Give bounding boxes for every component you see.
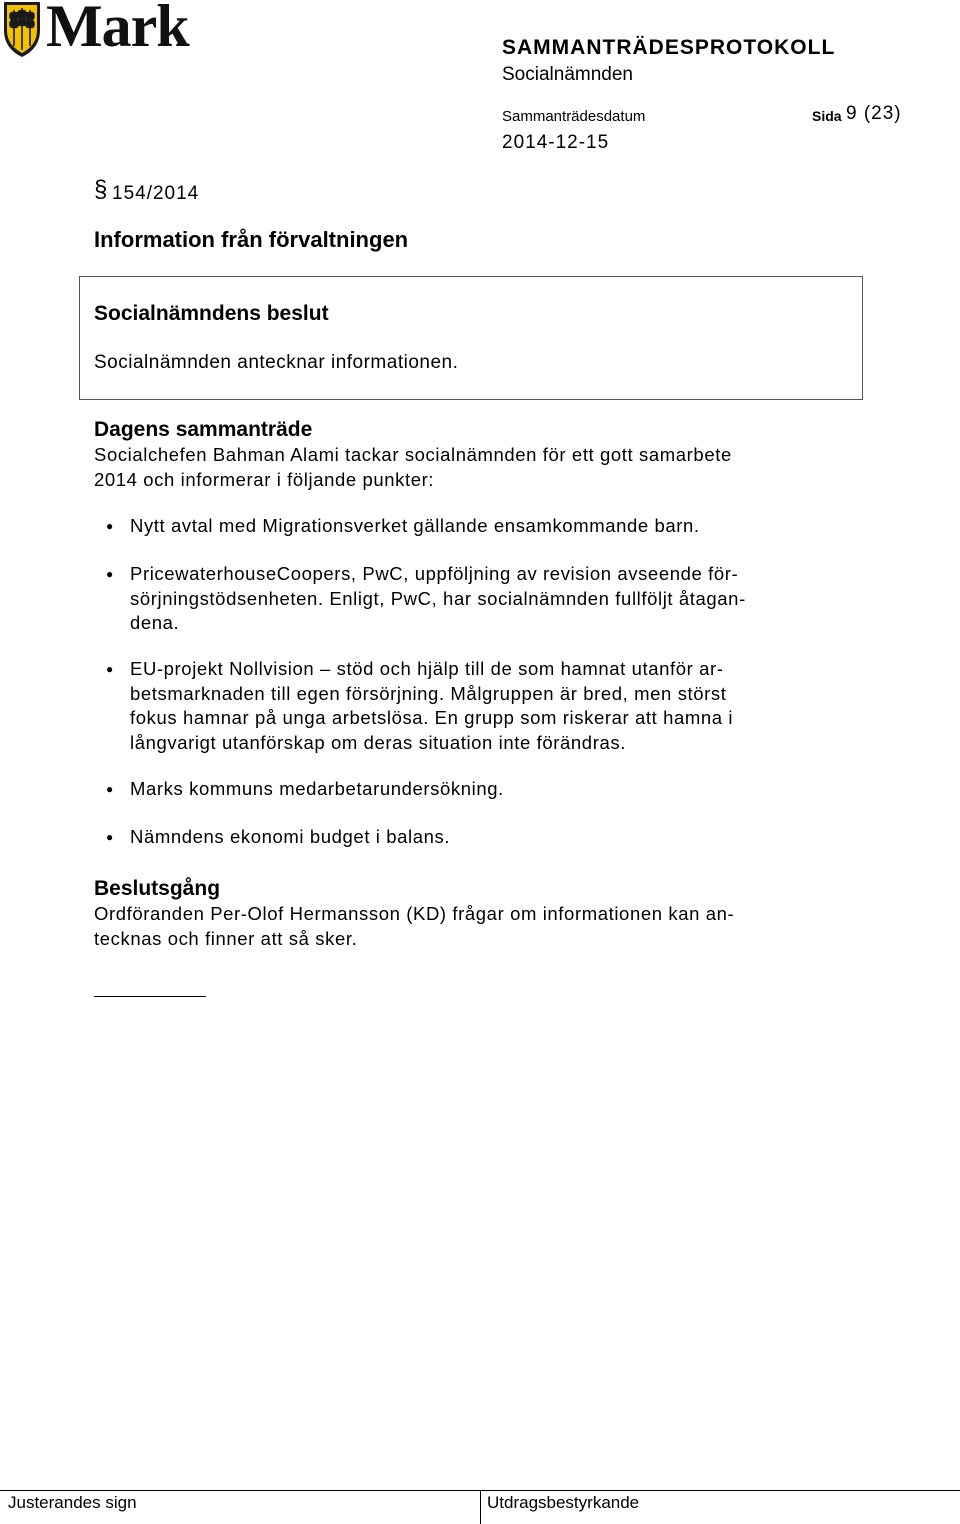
intro-line: Socialchefen Bahman Alami tackar socialnämnden för ett gott samarbete — [94, 444, 732, 465]
list-item-line: fokus hamnar på unga arbetslösa. En grupp som riskerar att hamna i — [130, 707, 734, 728]
signature-field-label: Justerandes sign — [8, 1493, 137, 1512]
list-item-line: Nytt avtal med Migrationsverket gällande ensamkommande barn. — [130, 515, 700, 536]
municipality-logo — [2, 0, 242, 60]
list-item-line: dena. — [130, 612, 180, 633]
logo-wordmark: Mark — [46, 0, 189, 59]
list-item-line: betsmarknaden till egen försörjning. Målgruppen är bred, men störst — [130, 682, 727, 704]
outcome-text — [94, 902, 834, 951]
case-title: Information från förvaltningen — [94, 227, 409, 252]
bullet-icon: ● — [106, 662, 114, 676]
intro-line: 2014 och informerar i följande punkter: — [94, 468, 435, 490]
coat-of-arms-icon — [2, 0, 42, 58]
list-item — [130, 777, 850, 802]
meeting-heading: Dagens sammanträde — [94, 418, 313, 441]
list-item — [130, 825, 850, 850]
decision-heading: Socialnämndens beslut — [94, 302, 329, 325]
end-rule — [94, 996, 206, 997]
document-title: SAMMANTRÄDESPROTOKOLL — [502, 36, 836, 59]
list-item — [130, 657, 850, 755]
list-item-line: sörjningstödsenheten. Enligt, PwC, har socialnämnden fullföljt åtagan- — [130, 587, 746, 609]
committee-name: Socialnämnden — [502, 64, 633, 85]
list-item-line: PricewaterhouseCoopers, PwC, uppföljning av revision avseende för- — [130, 563, 739, 584]
page-number: 9 (23) — [846, 103, 902, 124]
list-item-line: Nämndens ekonomi budget i balans. — [130, 826, 451, 847]
bullet-icon: ● — [106, 782, 114, 796]
meeting-intro — [94, 443, 834, 492]
footer-divider — [480, 1490, 481, 1524]
list-item-line: EU-projekt Nollvision – stöd och hjälp till de som hamnat utanför ar- — [130, 658, 724, 679]
list-item-line: Marks kommuns medarbetarundersökning. — [130, 778, 504, 799]
list-item-line: långvarigt utanförskap om deras situation inte förändras. — [130, 731, 626, 753]
meeting-date-label: Sammanträdesdatum — [502, 108, 646, 125]
case-number: 154/2014 — [112, 183, 200, 204]
list-item — [130, 514, 850, 539]
meeting-date: 2014-12-15 — [502, 132, 610, 153]
list-item — [130, 562, 850, 636]
outcome-heading: Beslutsgång — [94, 877, 221, 900]
section-symbol: § — [94, 176, 108, 203]
page-label: Sida — [812, 108, 842, 124]
outcome-line: Ordföranden Per-Olof Hermansson (KD) frågar om informationen kan an- — [94, 903, 735, 924]
outcome-line: tecknas och finner att så sker. — [94, 927, 358, 949]
bullet-icon: ● — [106, 830, 114, 844]
decision-text: Socialnämnden antecknar informationen. — [94, 352, 459, 373]
decision-box — [79, 276, 863, 400]
extract-certification-label: Utdragsbestyrkande — [487, 1493, 640, 1512]
bullet-icon: ● — [106, 567, 114, 581]
bullet-icon: ● — [106, 519, 114, 533]
